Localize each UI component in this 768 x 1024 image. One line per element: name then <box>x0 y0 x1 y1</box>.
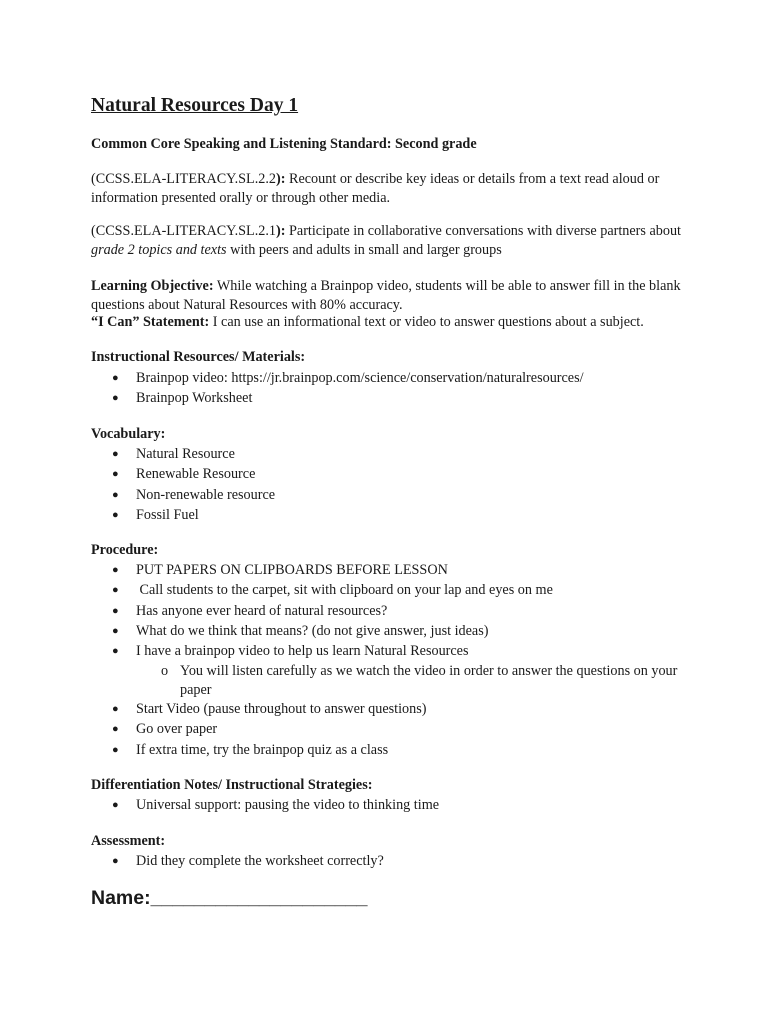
bullet-icon: ● <box>112 584 119 597</box>
vocabulary-list <box>91 444 275 525</box>
standard-sl-2-2: (CCSS.ELA-LITERACY.SL.2.2): Recount or describe key ideas or details from a text read aloud or information presented orally or through other media. <box>91 171 660 206</box>
list-item: ● Call students to the carpet, sit with clipboard on your lap and eyes on me <box>112 582 553 599</box>
bullet-icon: ● <box>112 703 119 715</box>
list-item: ● Brainpop Worksheet <box>112 390 253 407</box>
procedure-sub-item: o You will listen carefully as we watch the video in order to answer the questions on your paper <box>161 663 678 698</box>
assessment-heading: Assessment: <box>91 833 166 849</box>
list-item: ● If extra time, try the brainpop quiz as a class <box>112 741 389 758</box>
differentiation-heading: Differentiation Notes/ Instructional Strategies: <box>91 777 373 793</box>
list-item: ● Fossil Fuel <box>112 506 199 523</box>
bullet-icon: ● <box>112 855 119 867</box>
bullet-icon: ● <box>112 508 119 521</box>
list-item: ● Universal support: pausing the video to thinking time <box>112 797 440 813</box>
bullet-icon: ● <box>112 488 119 501</box>
vocabulary-heading: Vocabulary: <box>91 426 166 442</box>
bullet-icon: ● <box>112 392 119 405</box>
i-can-statement: “I Can” Statement: I can use an informational text or video to answer questions about a subject. <box>91 314 644 330</box>
procedure-list-continued <box>91 699 426 760</box>
list-item: ● Brainpop video: https://jr.brainpop.com/science/conservation/naturalresources/ <box>112 370 584 386</box>
standard-code: CCSS.ELA-LITERACY.SL.2.1 <box>95 223 276 239</box>
name-field[interactable]: Name:____________________ <box>91 887 368 909</box>
procedure-heading: Procedure: <box>91 542 159 558</box>
bullet-icon: ● <box>112 448 119 460</box>
bullet-icon: ● <box>112 604 119 617</box>
list-item: ● I have a brainpop video to help us learn Natural Resources <box>112 643 469 660</box>
bullet-icon: ● <box>112 743 119 756</box>
assessment-list <box>91 851 384 871</box>
procedure-list <box>91 560 553 661</box>
list-item: ● Has anyone ever heard of natural resources? <box>112 602 388 619</box>
list-item: ● What do we think that means? (do not give answer, just ideas) <box>112 622 489 639</box>
materials-heading: Instructional Resources/ Materials: <box>91 349 306 365</box>
standard-sl-2-1: (CCSS.ELA-LITERACY.SL.2.1): Participate in collaborative conversations with diverse partners about grade 2 topics and texts with peers and adults in small and larger groups <box>91 223 681 258</box>
bullet-icon: ● <box>112 564 119 576</box>
list-item: ● Natural Resource <box>112 446 235 462</box>
bullet-icon: ● <box>112 624 119 637</box>
bullet-icon: ● <box>112 468 119 481</box>
list-item: ● Start Video (pause throughout to answer questions) <box>112 701 427 717</box>
list-item: ● Did they complete the worksheet correctly? <box>112 853 384 869</box>
bullet-icon: ● <box>112 645 119 658</box>
list-item: ● Non-renewable resource <box>112 486 276 503</box>
list-item: ● Renewable Resource <box>112 466 256 483</box>
materials-list <box>91 368 584 409</box>
list-item: ● Go over paper <box>112 721 218 738</box>
differentiation-list <box>91 795 439 815</box>
bullet-icon: ● <box>112 723 119 736</box>
bullet-icon: ● <box>112 372 119 384</box>
list-item: ● PUT PAPERS ON CLIPBOARDS BEFORE LESSON <box>112 562 448 578</box>
standard-heading: Common Core Speaking and Listening Standard: Second grade <box>91 136 477 152</box>
learning-objective: Learning Objective: While watching a Brainpop video, students will be able to answer fill in the blank questions about Natural Resources with 80% accuracy. <box>91 278 681 313</box>
bullet-icon: ● <box>112 799 119 811</box>
standard-code: CCSS.ELA-LITERACY.SL.2.2 <box>95 171 276 187</box>
circle-bullet-icon: o <box>161 663 169 679</box>
page-title: Natural Resources Day 1 <box>91 95 299 116</box>
